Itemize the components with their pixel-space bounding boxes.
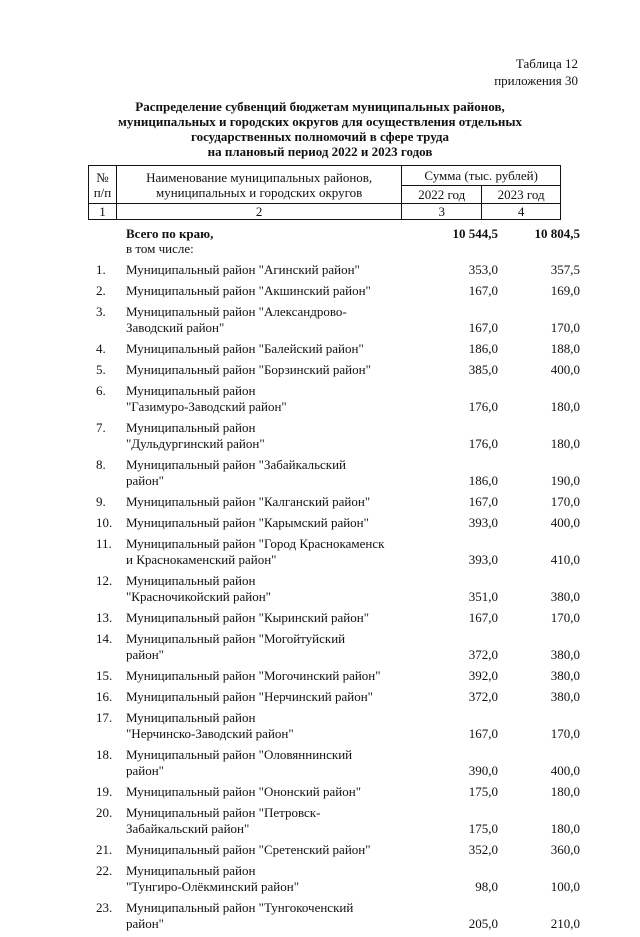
table-row xyxy=(0,341,640,362)
row-name-line: Муниципальный район "Кыринский район" xyxy=(126,610,370,625)
row-number: 17. xyxy=(96,710,113,725)
row-number: 2. xyxy=(96,283,106,298)
value-2022: 393,0 xyxy=(468,515,498,530)
row-number: 18. xyxy=(96,747,113,762)
row-name-line: Муниципальный район xyxy=(126,710,256,725)
row-name xyxy=(126,842,406,858)
row-name xyxy=(126,668,406,684)
value-2023: 170,0 xyxy=(550,610,580,625)
row-name xyxy=(126,610,406,626)
value-2023: 380,0 xyxy=(550,589,580,604)
table-row xyxy=(0,805,640,842)
col-number: 4 xyxy=(482,204,561,220)
table-row xyxy=(0,262,640,283)
row-name xyxy=(126,420,406,452)
col-number: 1 xyxy=(89,204,117,220)
row-name-line: Муниципальный район "Сретенский район" xyxy=(126,842,371,857)
value-2023: 180,0 xyxy=(550,436,580,451)
value-2023: 190,0 xyxy=(550,473,580,488)
value-2022: 392,0 xyxy=(468,668,498,683)
col-number: 2 xyxy=(116,204,401,220)
value-2022: 393,0 xyxy=(468,552,498,567)
header-year-2022: 2022 год xyxy=(402,186,482,204)
row-name-line: Муниципальный район "Город Краснокаменск xyxy=(126,536,385,551)
row-number: 3. xyxy=(96,304,106,319)
document-title xyxy=(80,99,560,159)
table-row xyxy=(0,515,640,536)
value-2022: 385,0 xyxy=(468,362,498,377)
row-name xyxy=(126,689,406,705)
row-name-line: Муниципальный район "Карымский район" xyxy=(126,515,369,530)
value-2022: 176,0 xyxy=(468,399,498,414)
table-row xyxy=(0,863,640,900)
title-line: муниципальных и городских округов для осуществления отдельных xyxy=(118,114,522,129)
subtotal-label: в том числе: xyxy=(126,241,194,256)
value-2023: 380,0 xyxy=(550,668,580,683)
row-name-line: Муниципальный район "Калганский район" xyxy=(126,494,371,509)
row-number: 11. xyxy=(96,536,112,551)
col-number: 3 xyxy=(402,204,482,220)
row-number: 13. xyxy=(96,610,113,625)
header-num: № п/п xyxy=(89,166,117,204)
table-row xyxy=(0,842,640,863)
table-row xyxy=(0,689,640,710)
row-number: 4. xyxy=(96,341,106,356)
value-2023: 170,0 xyxy=(550,726,580,741)
value-2023: 400,0 xyxy=(550,362,580,377)
row-name-line: Муниципальный район xyxy=(126,863,256,878)
table-row xyxy=(0,573,640,610)
row-number: 12. xyxy=(96,573,113,588)
row-name-line: "Дульдургинский район" xyxy=(126,436,265,451)
table-row xyxy=(0,900,640,937)
row-name-line: Муниципальный район "Борзинский район" xyxy=(126,362,371,377)
row-number: 15. xyxy=(96,668,113,683)
value-2022: 167,0 xyxy=(468,283,498,298)
value-2022: 176,0 xyxy=(468,436,498,451)
row-name-line: Муниципальный район "Агинский район" xyxy=(126,262,360,277)
value-2022: 186,0 xyxy=(468,473,498,488)
row-name-line: "Красночикойский район" xyxy=(126,589,271,604)
table-row xyxy=(0,362,640,383)
row-name-line: район" xyxy=(126,473,164,488)
row-name-line: "Тунгиро-Олёкминский район" xyxy=(126,879,300,894)
row-name-line: Муниципальный район "Петровск- xyxy=(126,805,321,820)
title-line: Распределение субвенций бюджетам муниципальных районов, xyxy=(135,99,505,114)
row-name-line: Забайкальский район" xyxy=(126,821,250,836)
row-name xyxy=(126,494,406,510)
value-2022: 352,0 xyxy=(468,842,498,857)
table-row xyxy=(0,668,640,689)
value-2023: 380,0 xyxy=(550,689,580,704)
table-body xyxy=(0,226,640,937)
total-2022: 10 544,5 xyxy=(452,226,498,241)
row-name-line: Муниципальный район xyxy=(126,383,256,398)
value-2023: 180,0 xyxy=(550,821,580,836)
value-2022: 390,0 xyxy=(468,763,498,778)
row-name-line: район" xyxy=(126,647,164,662)
value-2023: 180,0 xyxy=(550,784,580,799)
row-name-line: Муниципальный район "Нерчинский район" xyxy=(126,689,373,704)
row-number: 22. xyxy=(96,863,113,878)
table-caption-appendix: приложения 30 xyxy=(494,73,578,88)
row-name-line: Муниципальный район "Акшинский район" xyxy=(126,283,371,298)
row-name xyxy=(126,341,406,357)
row-name-line: район" xyxy=(126,916,164,931)
table-row xyxy=(0,610,640,631)
table-row xyxy=(0,383,640,420)
value-2023: 400,0 xyxy=(550,763,580,778)
row-number: 9. xyxy=(96,494,106,509)
total-2023: 10 804,5 xyxy=(534,226,580,241)
value-2023: 170,0 xyxy=(550,320,580,335)
row-number: 14. xyxy=(96,631,113,646)
row-name xyxy=(126,383,406,415)
value-2022: 186,0 xyxy=(468,341,498,356)
value-2023: 188,0 xyxy=(550,341,580,356)
row-name xyxy=(126,262,406,278)
value-2023: 400,0 xyxy=(550,515,580,530)
row-name-line: Муниципальный район "Забайкальский xyxy=(126,457,347,472)
row-name-line: Муниципальный район "Балейский район" xyxy=(126,341,364,356)
row-name xyxy=(126,631,406,663)
table-row xyxy=(0,710,640,747)
row-name xyxy=(126,710,406,742)
row-name-line: Муниципальный район xyxy=(126,420,256,435)
table-row xyxy=(0,283,640,304)
row-number: 1. xyxy=(96,262,106,277)
table-row xyxy=(0,536,640,573)
table-row xyxy=(0,494,640,515)
row-name-line: Муниципальный район "Александрово- xyxy=(126,304,347,319)
row-name-line: район" xyxy=(126,763,164,778)
row-name xyxy=(126,747,406,779)
row-name xyxy=(126,362,406,378)
header-name: Наименование муниципальных районов, муниципальных и городских округов xyxy=(116,166,401,204)
row-name-line: и Краснокаменский район" xyxy=(126,552,277,567)
value-2022: 175,0 xyxy=(468,821,498,836)
row-name-line: Муниципальный район "Оловяннинский xyxy=(126,747,353,762)
value-2022: 351,0 xyxy=(468,589,498,604)
row-number: 8. xyxy=(96,457,106,472)
row-name-line: Заводский район" xyxy=(126,320,225,335)
value-2022: 372,0 xyxy=(468,647,498,662)
row-number: 5. xyxy=(96,362,106,377)
value-2023: 100,0 xyxy=(550,879,580,894)
table-row xyxy=(0,631,640,668)
value-2023: 210,0 xyxy=(550,916,580,931)
row-name xyxy=(126,573,406,605)
row-name xyxy=(126,457,406,489)
row-name xyxy=(126,304,406,336)
row-number: 10. xyxy=(96,515,113,530)
row-number: 6. xyxy=(96,383,106,398)
header-sum: Сумма (тыс. рублей) xyxy=(402,166,561,186)
row-number: 7. xyxy=(96,420,106,435)
total-label: Всего по краю, xyxy=(126,226,214,241)
value-2022: 205,0 xyxy=(468,916,498,931)
title-line: на плановый период 2022 и 2023 годов xyxy=(207,144,433,159)
value-2023: 180,0 xyxy=(550,399,580,414)
value-2023: 170,0 xyxy=(550,494,580,509)
row-number: 16. xyxy=(96,689,113,704)
table-caption: Таблица 12 xyxy=(515,56,578,71)
row-number: 23. xyxy=(96,900,113,915)
row-name xyxy=(126,515,406,531)
table-row xyxy=(0,304,640,341)
row-name-line: Муниципальный район "Могойтуйский xyxy=(126,631,346,646)
row-number: 19. xyxy=(96,784,113,799)
row-number: 21. xyxy=(96,842,113,857)
row-name-line: "Газимуро-Заводский район" xyxy=(126,399,287,414)
value-2022: 167,0 xyxy=(468,726,498,741)
row-name xyxy=(126,283,406,299)
row-name xyxy=(126,805,406,837)
table-row xyxy=(0,457,640,494)
value-2023: 360,0 xyxy=(550,842,580,857)
value-2022: 167,0 xyxy=(468,320,498,335)
value-2023: 357,5 xyxy=(550,262,580,277)
row-name-line: Муниципальный район "Ононский район" xyxy=(126,784,362,799)
value-2022: 167,0 xyxy=(468,494,498,509)
row-name xyxy=(126,784,406,800)
row-number: 20. xyxy=(96,805,113,820)
subtotal-row xyxy=(0,241,640,262)
value-2023: 169,0 xyxy=(550,283,580,298)
table-row xyxy=(0,747,640,784)
value-2022: 175,0 xyxy=(468,784,498,799)
row-name-line: Муниципальный район "Могочинский район" xyxy=(126,668,381,683)
value-2023: 380,0 xyxy=(550,647,580,662)
value-2022: 372,0 xyxy=(468,689,498,704)
value-2022: 167,0 xyxy=(468,610,498,625)
row-name xyxy=(126,863,406,895)
table-row xyxy=(0,784,640,805)
value-2023: 410,0 xyxy=(550,552,580,567)
row-name-line: Муниципальный район xyxy=(126,573,256,588)
row-name xyxy=(126,536,406,568)
value-2022: 353,0 xyxy=(468,262,498,277)
table-header xyxy=(88,165,561,220)
header-year-2023: 2023 год xyxy=(482,186,561,204)
title-line: государственных полномочий в сфере труда xyxy=(190,129,449,144)
table-row xyxy=(0,420,640,457)
value-2022: 98,0 xyxy=(475,879,498,894)
row-name-line: Муниципальный район "Тунгокоченский xyxy=(126,900,354,915)
row-name-line: "Нерчинско-Заводский район" xyxy=(126,726,294,741)
